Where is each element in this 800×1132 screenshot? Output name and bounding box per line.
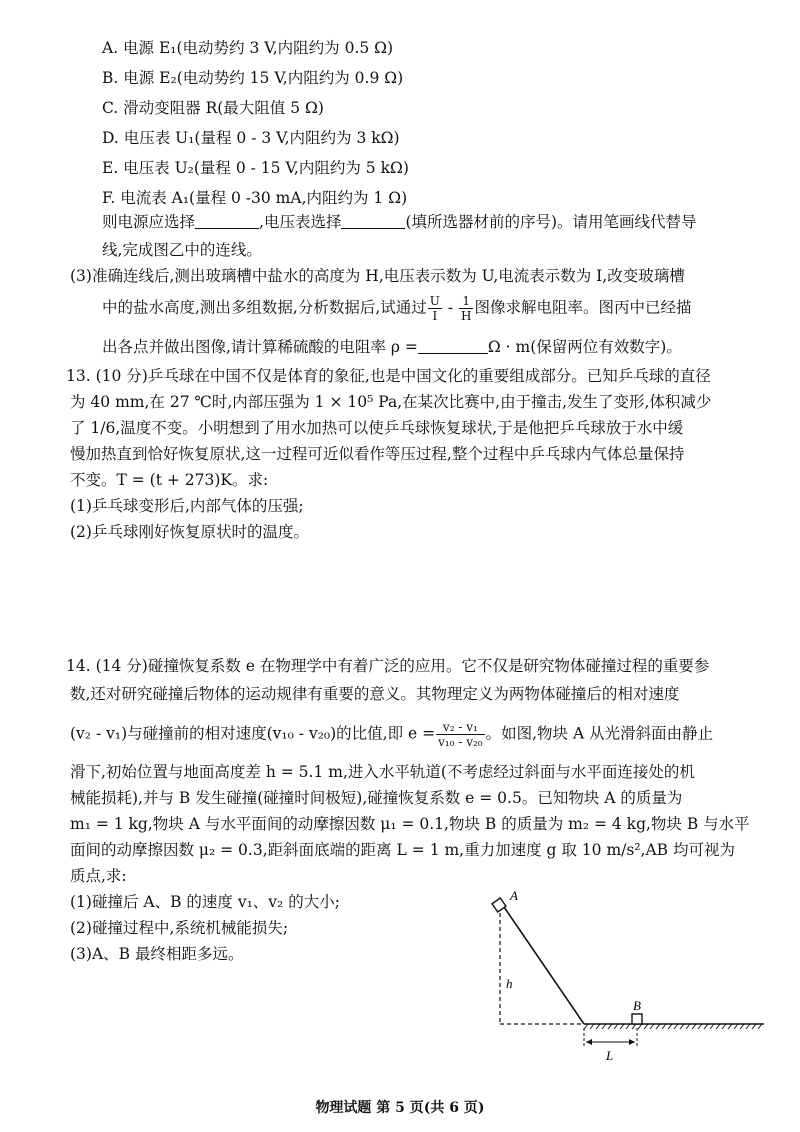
q14-line: 滑下,初始位置与地面高度差 h = 5.1 m,进入水平轨道(不考虑经过斜面与水平面连接处的机 <box>70 763 695 781</box>
q12-part3-line2-b: 图像求解电阻率。图丙中已经描 <box>474 298 692 317</box>
q13-line: 不变。T = (t + 273)K。求: <box>70 471 269 489</box>
q14-line3-a: (v₂ - v₁)与碰撞前的相对速度(v₁₀ - v₂₀)的比值,即 e = <box>70 724 436 743</box>
q13-line: 了 1/6,温度不变。小明想到了用水加热可以使乒乓球恢复球状,于是他把乒乓球放于水中缓 <box>70 419 684 437</box>
incline-figure <box>488 888 768 1068</box>
page-footer: 物理试题 第 5 页(共 6 页) <box>315 1100 485 1116</box>
incline-slope <box>502 904 584 1024</box>
q13-line: 13. (10 分)乒乓球在中国不仅是体育的象征,也是中国文化的重要组成部分。已知乒乓球的直径 <box>66 367 711 385</box>
q14-line: 械能损耗),并与 B 发生碰撞(碰撞时间极短),碰撞恢复系数 e = 0.5。已知物块 A 的质量为 <box>70 789 683 807</box>
q12-part3-line1: (3)准确连线后,测出玻璃槽中盐水的高度为 H,电压表示数为 U,电流表示数为 I,改变玻璃槽 <box>70 267 685 285</box>
q14-line: 面间的动摩擦因数 μ₂ = 0.3,距斜面底端的距离 L = 1 m,重力加速度 g 取 10 m/s²,AB 均可视为 <box>70 841 735 859</box>
label-b: B <box>633 998 641 1013</box>
q13-line: 为 40 mm,在 27 ℃时,内部压强为 1 × 10⁵ Pa,在某次比赛中,由于撞击,发生了变形,体积减少 <box>70 393 712 411</box>
block-b <box>632 1014 642 1024</box>
option-f: F. 电流表 A₁(量程 0 -30 mA,内阻约为 1 Ω) <box>102 189 408 207</box>
label-a: A <box>510 888 518 903</box>
fraction-1-over-h: $\frac{1}{H}$ <box>461 294 472 323</box>
option-a: A. 电源 E₁(电动势约 3 V,内阻约为 0.5 Ω) <box>102 39 394 57</box>
q14-line1: 14. (14 分)碰撞恢复系数 e 在物理学中有着广泛的应用。它不仅是研究物体碰撞过程的重要参 <box>66 657 710 675</box>
q12-select-a: 则电源应选择 <box>102 213 196 231</box>
answer-blank-power <box>195 213 259 229</box>
q14-subquestion-1: (1)碰撞后 A、B 的速度 v₁、v₂ 的大小; <box>70 893 340 911</box>
arrow-right-icon <box>629 1039 635 1045</box>
option-b: B. 电源 E₂(电动势约 15 V,内阻约为 0.9 Ω) <box>102 69 404 87</box>
q13-subquestion-1: (1)乒乓球变形后,内部气体的压强; <box>70 497 304 515</box>
q12-part3-line2-a: 中的盐水高度,测出多组数据,分析数据后,试通过 <box>102 298 427 317</box>
minus-sign: - <box>442 298 459 317</box>
answer-blank-voltmeter <box>341 213 405 229</box>
q12-part3-line3 <box>102 337 682 357</box>
q14-subquestion-3: (3)A、B 最终相距多远。 <box>70 945 244 963</box>
option-c: C. 滑动变阻器 R(最大阻值 5 Ω) <box>102 99 324 117</box>
q12-select-line <box>102 212 697 232</box>
label-l: L <box>606 1048 614 1063</box>
option-d: D. 电压表 U₁(量程 0 - 3 V,内阻约为 3 kΩ) <box>102 129 400 147</box>
q14-line3 <box>70 720 713 749</box>
q14-subquestion-2: (2)碰撞过程中,系统机械能损失; <box>70 919 289 937</box>
q12-select-c: (填所选器材前的序号)。请用笔画线代替导 <box>405 213 697 231</box>
q14-line3-b: 。如图,物块 A 从光滑斜面由静止 <box>485 724 714 743</box>
option-e: E. 电压表 U₂(量程 0 - 15 V,内阻约为 5 kΩ) <box>102 159 409 177</box>
q12-part3-line3-a: 出各点并做出图像,请计算稀硫酸的电阻率 ρ = <box>102 338 418 356</box>
q13-line: 慢加热直到恰好恢复原状,这一过程可近似看作等压过程,整个过程中乒乓球内气体总量保持 <box>70 445 685 463</box>
arrow-left-icon <box>586 1039 592 1045</box>
fraction-u-over-i: $\frac{U}{I}$ <box>429 294 440 323</box>
q12-select-line2: 线,完成图乙中的连线。 <box>102 241 262 259</box>
fraction-e: $\frac{\text{v₂ - v₁}}{\text{v₁₀ - v₂₀}}$ <box>438 720 483 749</box>
block-a <box>492 898 506 912</box>
answer-blank-resistivity <box>418 338 488 354</box>
q14-line2: 数,还对研究碰撞后物体的运动规律有重要的意义。其物理定义为两物体碰撞后的相对速度 <box>70 685 680 703</box>
q12-select-b: ,电压表选择 <box>259 213 342 231</box>
q13-subquestion-2: (2)乒乓球刚好恢复原状时的温度。 <box>70 523 309 541</box>
q12-part3-line2 <box>102 294 692 323</box>
q14-line: 质点,求: <box>70 867 127 885</box>
label-h: h <box>506 976 513 991</box>
q14-line: m₁ = 1 kg,物块 A 与水平面间的动摩擦因数 μ₁ = 0.1,物块 B 的质量为 m₂ = 4 kg,物块 B 与水平 <box>70 815 750 833</box>
q12-part3-line3-b: Ω · m(保留两位有效数字)。 <box>487 338 682 356</box>
